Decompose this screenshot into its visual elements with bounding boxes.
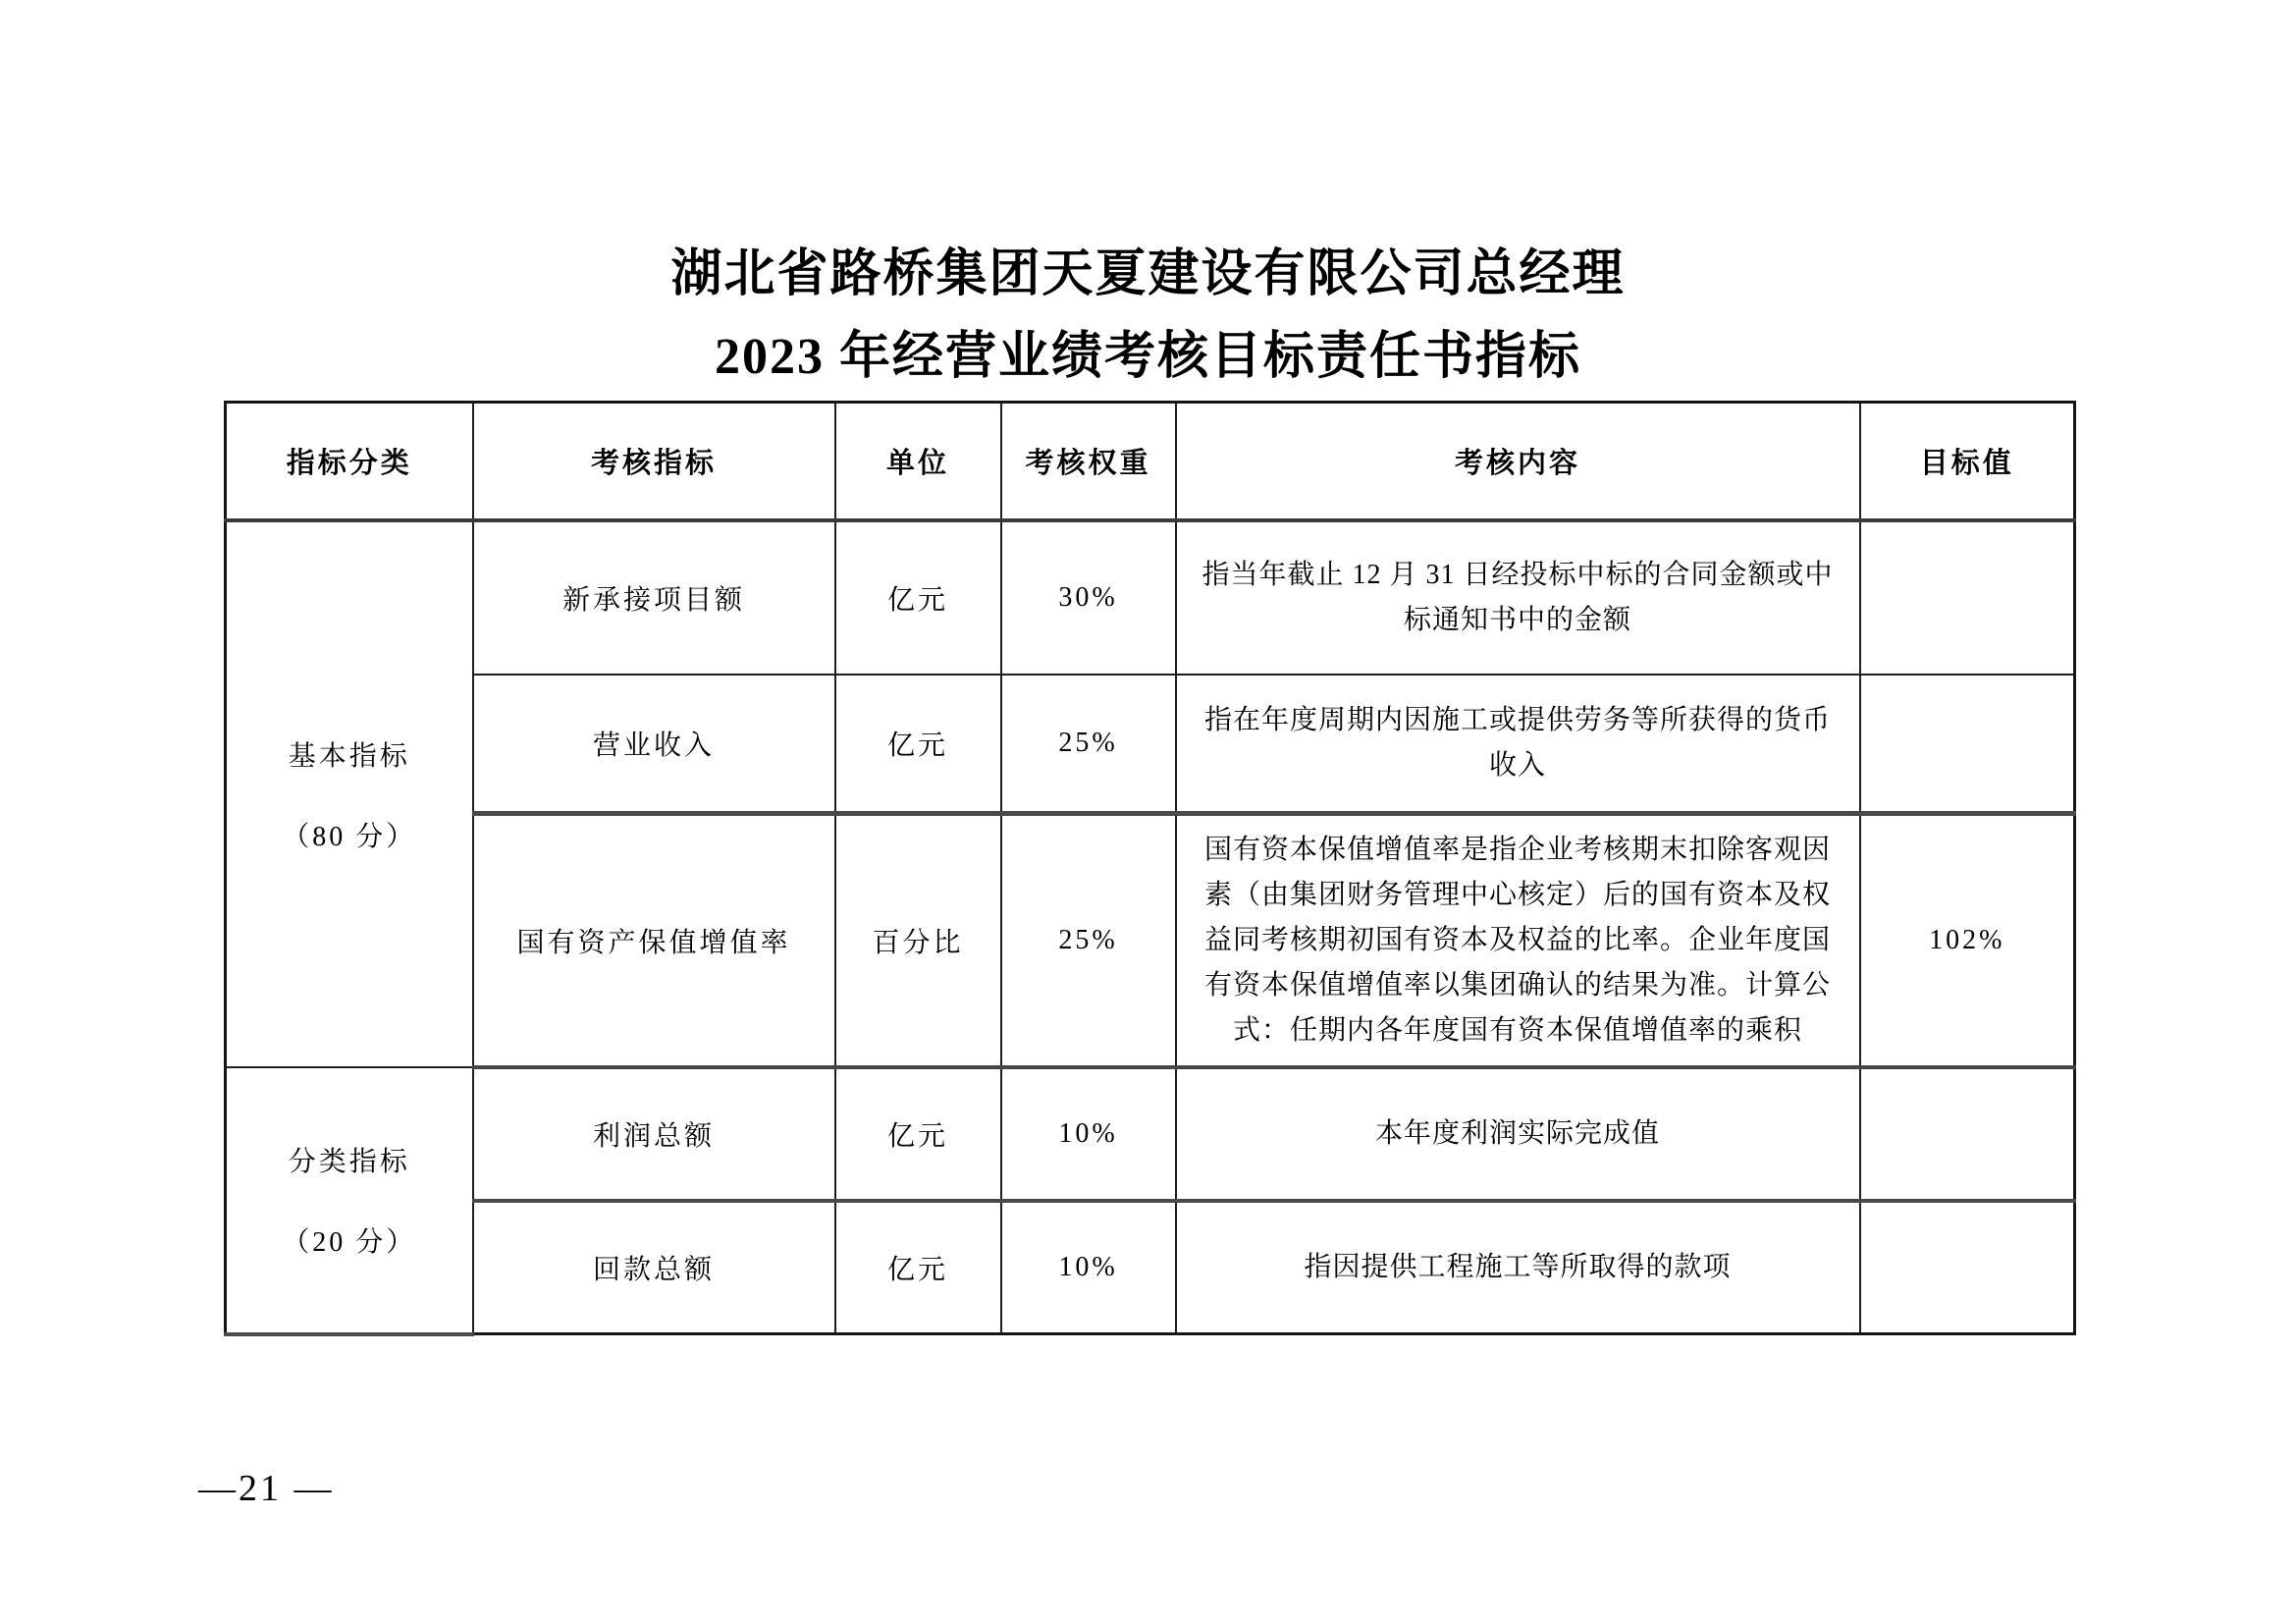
cell-unit: 亿元 (835, 520, 1001, 675)
cell-indicator: 新承接项目额 (473, 520, 835, 675)
cell-unit: 亿元 (835, 1201, 1001, 1334)
page-number: —21 — (198, 1468, 335, 1509)
table-header-row (226, 403, 2075, 520)
table-row-revenue (226, 675, 2075, 814)
cell-content: 指在年度周期内因施工或提供劳务等所获得的货币收入 (1176, 675, 1860, 814)
category-basic-score: （80 分） (282, 821, 417, 852)
category-basic-label: 基本指标 (288, 740, 410, 772)
cell-target (1860, 1067, 2075, 1201)
cell-content: 指当年截止 12 月 31 日经投标中标的合同金额或中标通知书中的金额 (1176, 520, 1860, 675)
cell-indicator: 回款总额 (473, 1201, 835, 1334)
table-row-state-asset-rate (226, 814, 2075, 1067)
kpi-table (224, 401, 2076, 1336)
column-header-weight: 考核权重 (1001, 403, 1176, 520)
cell-weight: 10% (1001, 1067, 1176, 1201)
document-title-line1: 湖北省路桥集团天夏建设有限公司总经理 (670, 246, 1626, 302)
cell-content: 指因提供工程施工等所取得的款项 (1176, 1201, 1860, 1334)
cell-category-basic (226, 520, 473, 1067)
column-header-target: 目标值 (1860, 403, 2075, 520)
cell-target: 102% (1860, 814, 2075, 1067)
category-classified-label: 分类指标 (288, 1147, 410, 1177)
cell-target (1860, 675, 2075, 814)
document-title (0, 234, 2296, 399)
document-title-line2: 2023 年经营业绩考核目标责任书指标 (714, 329, 1581, 385)
cell-unit: 亿元 (835, 1067, 1001, 1201)
category-classified-score: （20 分） (282, 1227, 417, 1258)
cell-target (1860, 1201, 2075, 1334)
table-row-total-profit (226, 1067, 2075, 1201)
cell-weight: 25% (1001, 814, 1176, 1067)
cell-indicator: 利润总额 (473, 1067, 835, 1201)
column-header-content: 考核内容 (1176, 403, 1860, 520)
cell-weight: 25% (1001, 675, 1176, 814)
cell-indicator: 国有资产保值增值率 (473, 814, 835, 1067)
column-header-unit: 单位 (835, 403, 1001, 520)
cell-unit: 亿元 (835, 675, 1001, 814)
cell-weight: 10% (1001, 1201, 1176, 1334)
cell-content: 本年度利润实际完成值 (1176, 1067, 1860, 1201)
cell-content: 国有资本保值增值率是指企业考核期末扣除客观因素（由集团财务管理中心核定）后的国有资本及权益同考核期初国有资本及权益的比率。企业年度国有资本保值增值率以集团确认的结果为准。计算公式：任期内各年度国有资本保值增值率的乘积 (1176, 814, 1860, 1067)
cell-indicator: 营业收入 (473, 675, 835, 814)
cell-weight: 30% (1001, 520, 1176, 675)
cell-target (1860, 520, 2075, 675)
cell-unit: 百分比 (835, 814, 1001, 1067)
table-row-total-collections (226, 1201, 2075, 1334)
column-header-indicator: 考核指标 (473, 403, 835, 520)
table-row-new-projects (226, 520, 2075, 675)
cell-category-classified (226, 1067, 473, 1334)
column-header-category: 指标分类 (226, 403, 473, 520)
